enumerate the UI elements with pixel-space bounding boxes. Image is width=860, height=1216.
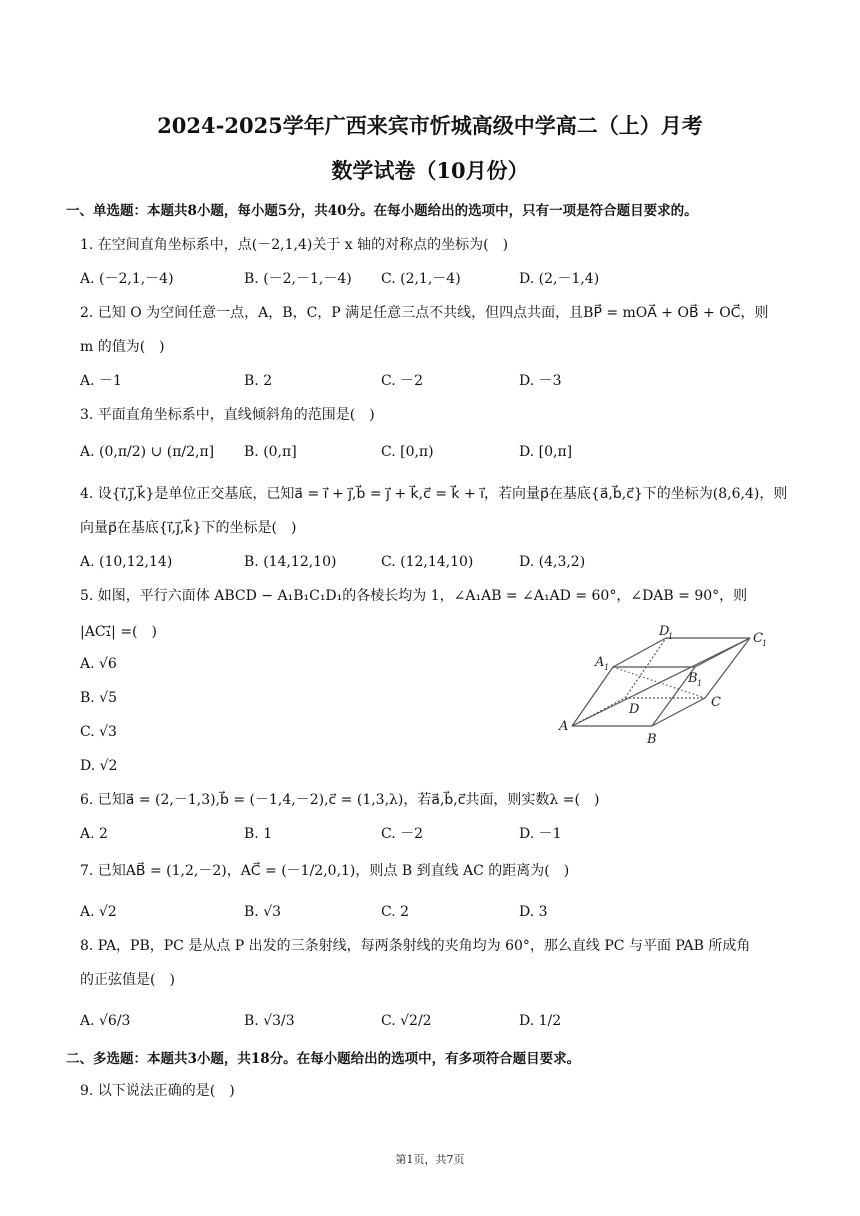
question-4-option-a: A. (10,12,14): [80, 554, 173, 570]
question-8-option-c: C. √2/2: [381, 1013, 432, 1029]
question-7-option-d: D. 3: [519, 904, 548, 920]
question-8-stem-cont: 的正弦值是( ): [80, 972, 175, 988]
label-a1: A: [595, 655, 605, 670]
question-5-option-a: A. √6: [80, 656, 117, 672]
question-4-option-d: D. (4,3,2): [519, 554, 586, 570]
question-8-option-b: B. √3/3: [244, 1013, 295, 1029]
question-5-option-b: B. √5: [80, 690, 118, 706]
section-heading-multiple-choice: 二、多选题：本题共3小题，共18分。在每小题给出的选项中，有多项符合题目要求。: [66, 1051, 581, 1067]
question-7-stem: 7. 已知AB⃗ = (1,2,－2)，AC⃗ = (－1/2,0,1)，则点 B 到直线 AC 的距离为( ): [80, 863, 570, 879]
question-3-option-d: D. [0,π]: [519, 444, 573, 460]
question-1-option-b: B. (－2,－1,－4): [244, 271, 352, 287]
question-2-option-c: C. －2: [381, 373, 424, 389]
label-d1: D: [659, 624, 670, 639]
question-5-option-c: C. √3: [80, 724, 117, 740]
question-1-option-a: A. (－2,1,－4): [80, 271, 174, 287]
question-9-stem: 9. 以下说法正确的是( ): [80, 1083, 235, 1099]
question-6-option-d: D. －1: [519, 826, 562, 842]
question-5-stem: 5. 如图，平行六面体 ABCD − A₁B₁C₁D₁的各棱长均为 1，∠A₁AB = ∠A₁AD = 60°，∠DAB = 90°，则: [80, 588, 748, 604]
question-3-option-c: C. [0,π): [381, 444, 434, 460]
question-5-stem-cont: |AC₁⃗| =( ): [80, 624, 157, 640]
question-2-option-a: A. －1: [80, 373, 122, 389]
question-3-stem: 3. 平面直角坐标系中，直线倾斜角的范围是( ): [80, 407, 375, 423]
question-7-option-a: A. √2: [80, 904, 117, 920]
label-d: D: [629, 702, 640, 717]
label-a: A: [559, 719, 569, 734]
question-1-option-c: C. (2,1,－4): [381, 271, 461, 287]
question-5-option-d: D. √2: [80, 758, 118, 774]
svg-text:1: 1: [604, 663, 610, 672]
exam-title-line1: 2024-2025学年广西来宾市忻城高级中学高二（上）月考: [157, 113, 703, 138]
question-6-stem: 6. 已知a⃗ = (2,－1,3),b⃗ = (－1,4,－2),c⃗ = (1,3,λ)，若a⃗,b⃗,c⃗共面，则实数λ =( ): [80, 792, 600, 808]
question-4-stem-cont: 向量p⃗在基底{i⃗,j⃗,k⃗}下的坐标是( ): [80, 520, 297, 536]
question-6-option-c: C. －2: [381, 826, 424, 842]
svg-text:1: 1: [668, 632, 674, 641]
question-8-stem: 8. PA，PB，PC 是从点 P 出发的三条射线，每两条射线的夹角均为 60°，那么直线 PC 与平面 PAB 所成角: [80, 938, 751, 954]
question-1-option-d: D. (2,－1,4): [519, 271, 600, 287]
question-7-option-b: B. √3: [244, 904, 282, 920]
question-4-option-c: C. (12,14,10): [381, 554, 474, 570]
label-b1: B: [688, 671, 698, 686]
question-1-stem: 1. 在空间直角坐标系中，点(－2,1,4)关于 x 轴的对称点的坐标为( ): [80, 237, 509, 253]
question-8-option-a: A. √6/3: [80, 1013, 131, 1029]
question-2-option-b: B. 2: [244, 373, 273, 389]
question-3-option-a: A. (0,π/2) ∪ (π/2,π]: [80, 444, 215, 460]
question-4-option-b: B. (14,12,10): [244, 554, 337, 570]
label-c: C: [711, 695, 721, 710]
question-2-stem-cont: m 的值为( ): [80, 339, 165, 355]
svg-text:1: 1: [762, 639, 768, 648]
question-2-stem: 2. 已知 O 为空间任意一点，A，B，C，P 满足任意三点不共线，但四点共面，且BP⃗ = mOA⃗ + OB⃗ + OC⃗，则: [80, 305, 769, 321]
question-4-stem: 4. 设{i⃗,j⃗,k⃗}是单位正交基底，已知a⃗ = i⃗ + j⃗,b⃗ = j⃗ + k⃗,c⃗ = k⃗ + i⃗，若向量p⃗在基底{a⃗,b⃗,c⃗}下的坐标为(8,6,4)，则: [80, 486, 788, 502]
question-6-option-b: B. 1: [244, 826, 273, 842]
question-8-option-d: D. 1/2: [519, 1013, 562, 1029]
label-c1: C: [753, 631, 763, 646]
question-3-option-b: B. (0,π]: [244, 444, 297, 460]
parallelepiped-figure: [555, 618, 785, 748]
question-6-option-a: A. 2: [80, 826, 108, 842]
label-b: B: [647, 732, 657, 747]
page-footer: 第1页，共7页: [395, 1153, 465, 1166]
exam-title-line2: 数学试卷（10月份）: [331, 158, 529, 183]
question-2-option-d: D. －3: [519, 373, 562, 389]
svg-text:1: 1: [697, 679, 703, 688]
question-7-option-c: C. 2: [381, 904, 410, 920]
section-heading-single-choice: 一、单选题：本题共8小题，每小题5分，共40分。在每小题给出的选项中，只有一项是符合题目要求的。: [66, 203, 698, 219]
